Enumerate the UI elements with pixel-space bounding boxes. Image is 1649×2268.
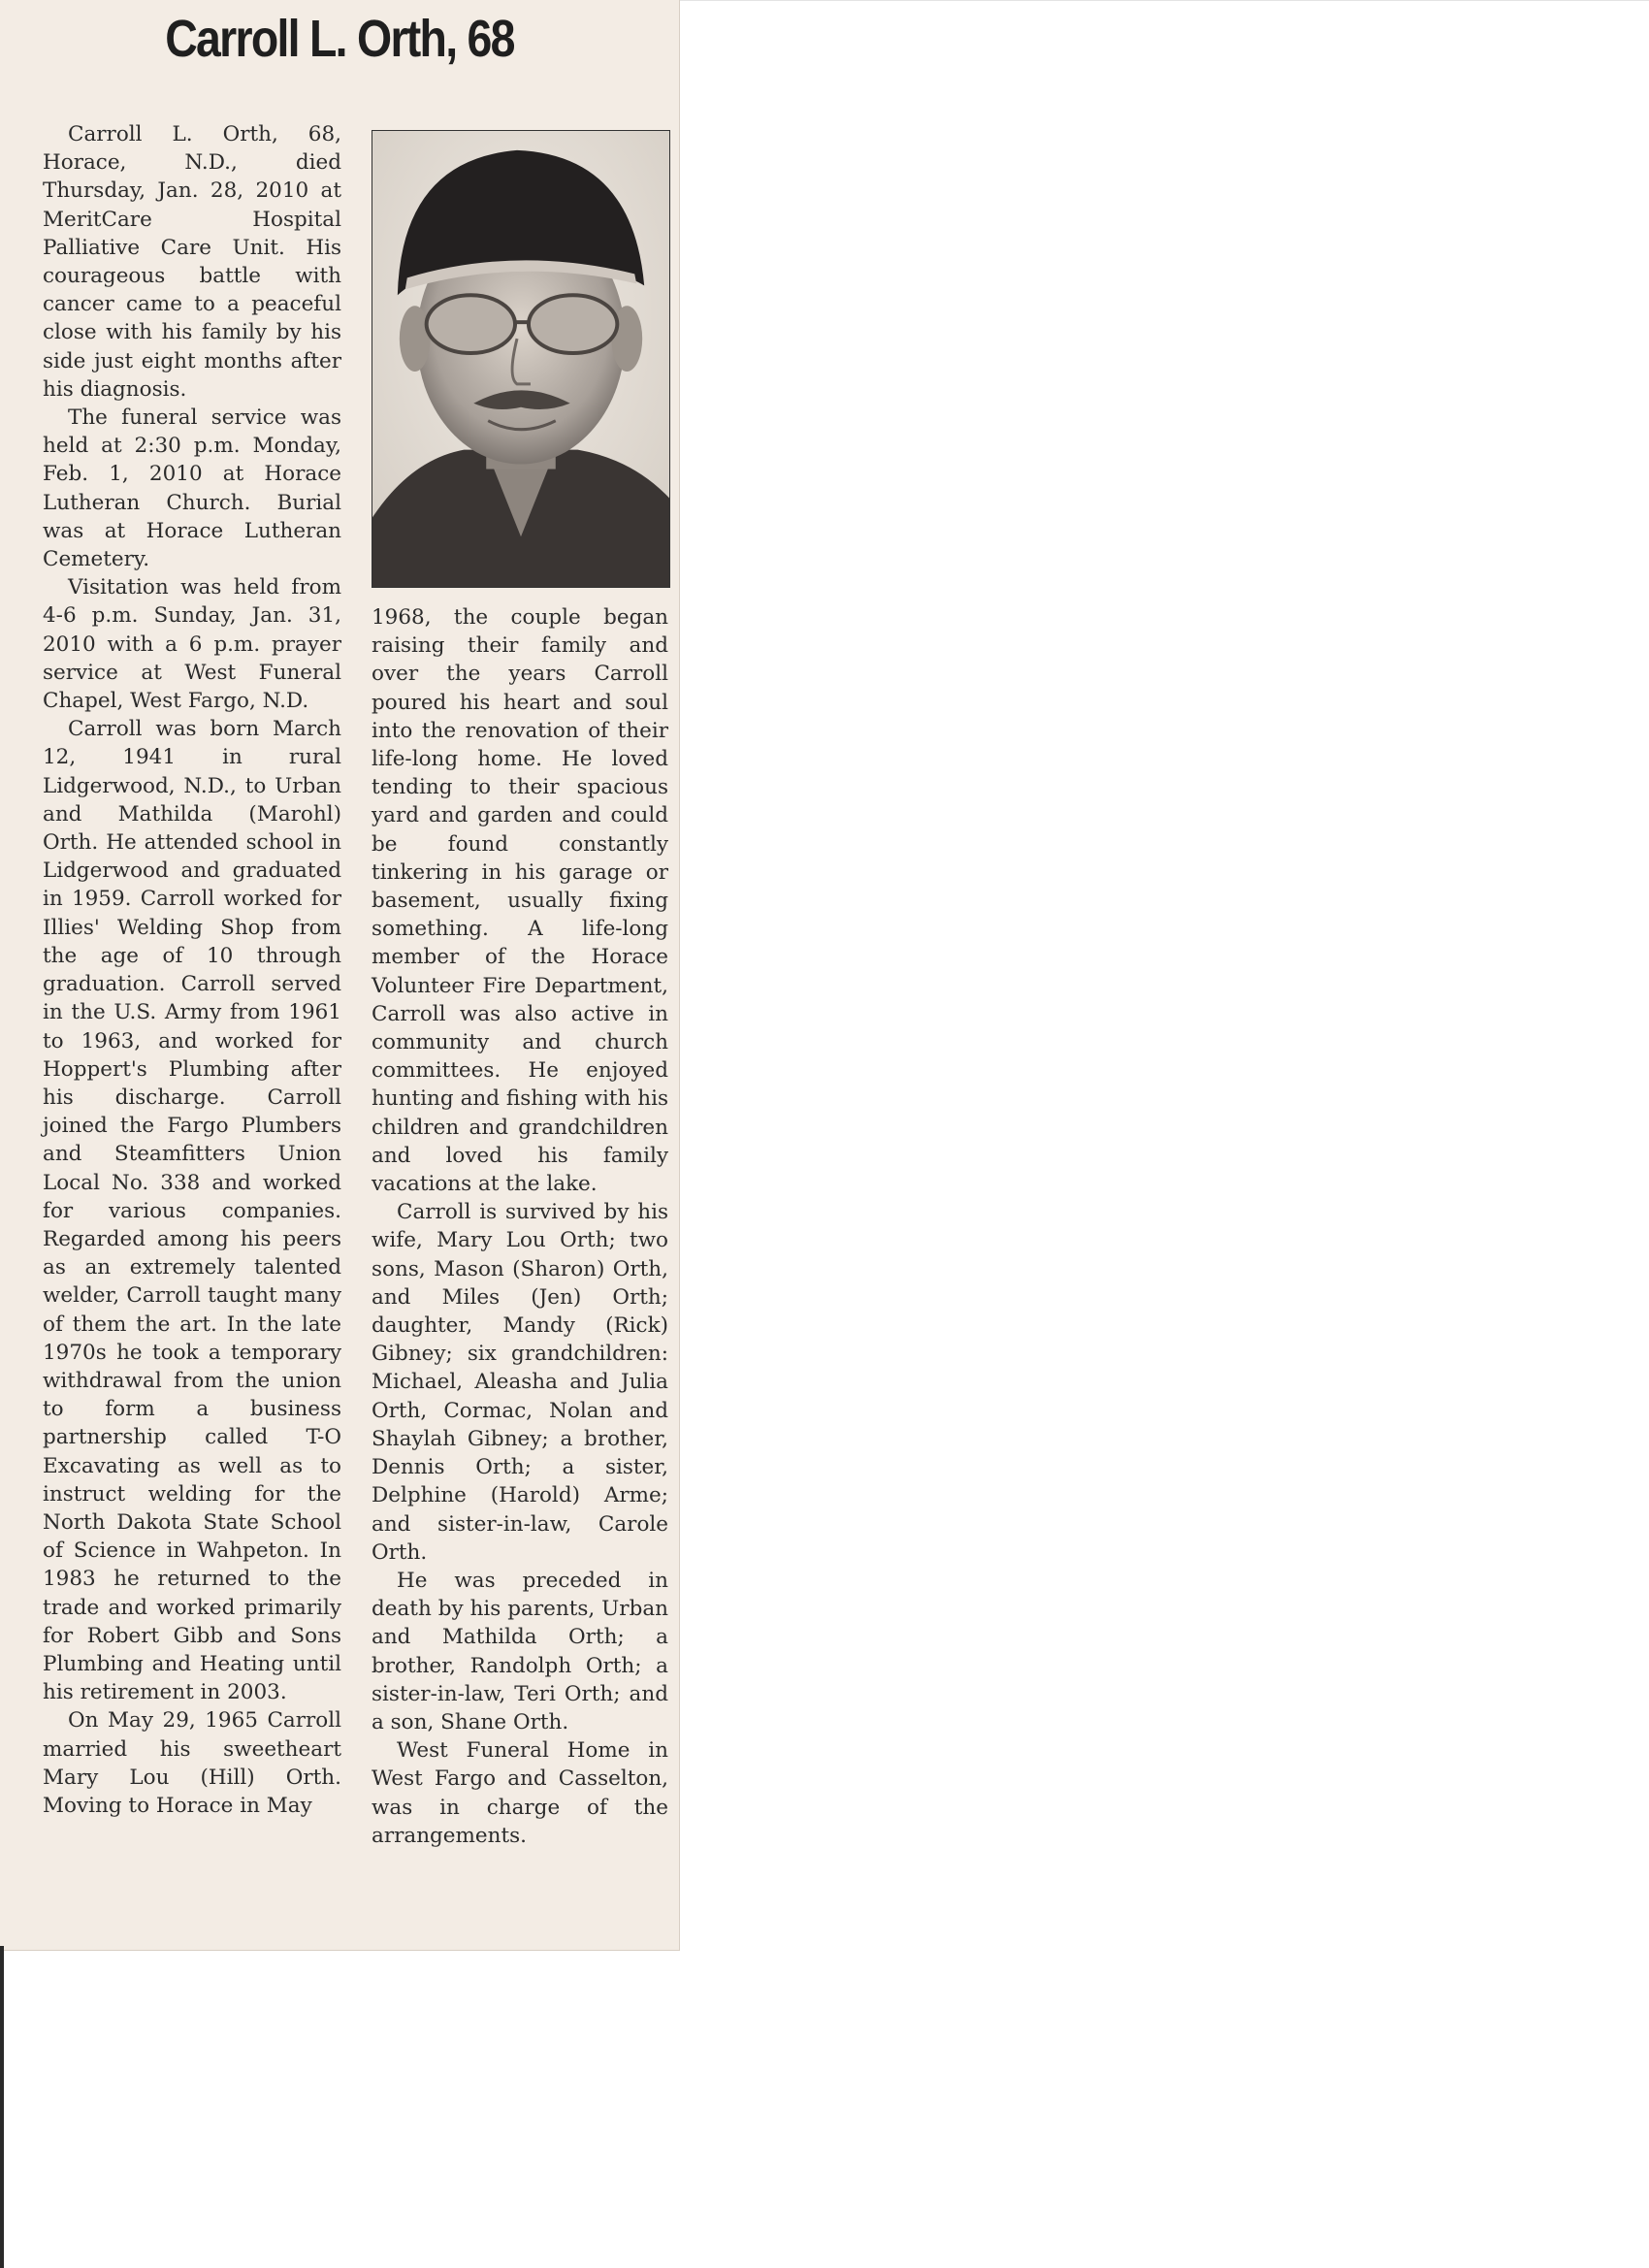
paragraph-arrangements: West Funeral Home in West Fargo and Casselton, was in charge of the arrangements. xyxy=(372,1738,668,1848)
paragraph-visitation: Visitation was held from 4-6 p.m. Sunday, Jan. 31, 2010 with a 6 p.m. prayer service at West Funeral Chapel, West Fargo, N.D. xyxy=(43,575,341,714)
paragraph-survived-by: Carroll is survived by his wife, Mary Lou Orth; two sons, Mason (Sharon) Orth, and Miles (Jen) Orth; daughter, Mandy (Rick) Gibney; six grandchildren: Michael, Aleasha and Julia Orth, Cormac, Nolan and Shaylah Gibney; a brother, Dennis Orth; a sister, Delphine (Harold) Arme; and sister-in-law, Carole Orth. xyxy=(372,1200,668,1565)
paragraph-preceded-by: He was preceded in death by his parents, Urban and Mathilda Orth; a brother, Randolph Orth; a sister-in-law, Teri Orth; and a son, Shane Orth. xyxy=(372,1568,668,1734)
paragraph-biography: Carroll was born March 12, 1941 in rural Lidgerwood, N.D., to Urban and Mathilda (Marohl) Orth. He attended school in Lidgerwood and graduated in 1959. Carroll worked for Illies' Welding Shop from the age of 10 through graduation. Carroll served in the U.S. Army from 1961 to 1963, and worked for Hoppert's Plumbing after his discharge. Carroll joined the Fargo Plumbers and Steamfitters Union Local No. 338 and worked for various companies. Regarded among his peers as an extremely talented welder, Carroll taught many of them the art. In the late 1970s he took a temporary withdrawal from the union to form a business partnership called T-O Excavating as well as to instruct welding for the North Dakota State School of Science in Wahpeton. In 1983 he returned to the trade and worked primarily for Robert Gibb and Sons Plumbing and Heating until his retirement in 2003. xyxy=(43,717,341,1705)
portrait-photo xyxy=(372,130,670,588)
obituary-headline: Carroll L. Orth, 68 xyxy=(165,10,514,68)
paragraph-marriage: On May 29, 1965 Carroll married his sweetheart Mary Lou (Hill) Orth. Moving to Horace in May xyxy=(43,1708,341,1818)
scan-border-line xyxy=(679,0,1649,1)
paragraph-home-life: 1968, the couple began raising their family and over the years Carroll poured his heart and soul into the renovation of their life-long home. He loved tending to their spacious yard and garden and could be found constantly tinkering in his garage or basement, usually fixing something. A life-long member of the Horace Volunteer Fire Department, Carroll was also active in community and church committees. He enjoyed hunting and fishing with his children and grandchildren and loved his family vacations at the lake. xyxy=(372,605,668,1197)
newspaper-clipping xyxy=(0,0,680,1951)
paragraph-funeral-service: The funeral service was held at 2:30 p.m. Monday, Feb. 1, 2010 at Horace Lutheran Church. Burial was at Horace Lutheran Cemetery. xyxy=(43,405,341,572)
scan-edge-shadow xyxy=(0,1946,4,2268)
paragraph-death-notice: Carroll L. Orth, 68, Horace, N.D., died Thursday, Jan. 28, 2010 at MeritCare Hospital Palliative Care Unit. His courageous battle with cancer came to a peaceful close with his family by his side just eight months after his diagnosis. xyxy=(43,122,341,402)
left-text-column xyxy=(43,120,341,1820)
right-text-column xyxy=(372,603,668,1850)
portrait-image xyxy=(372,131,669,587)
